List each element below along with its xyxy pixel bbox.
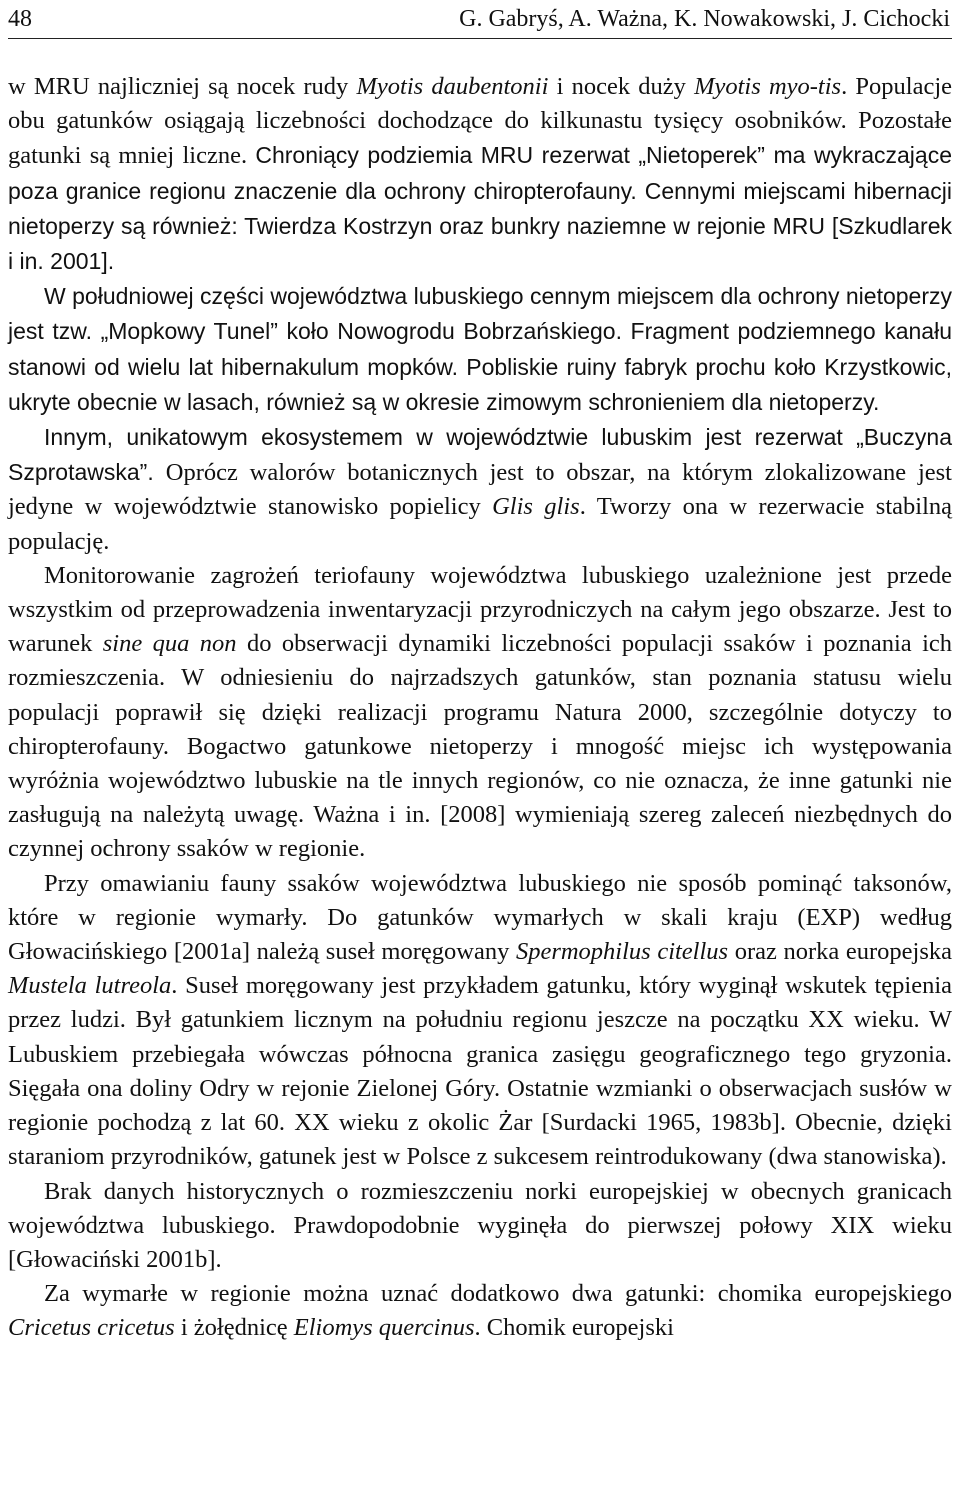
- text-run: . Tworzy ona w rezerwacie stabilną populację.: [8, 493, 952, 555]
- paragraph: [8, 420, 952, 559]
- species-name: Mustela lutreola: [8, 972, 172, 1000]
- species-name: Myotis myo-tis: [694, 73, 842, 100]
- text-run: Za wymarłe w regionie można uznać dodatkowo dwa gatunki: chomika europejskiego: [44, 1280, 952, 1308]
- text-run: oraz norka europejska: [728, 938, 953, 966]
- species-name: sine qua non: [102, 630, 237, 658]
- paragraph: [8, 1175, 952, 1278]
- text-run: i nocek duży: [548, 73, 695, 100]
- text-run: W południowej części województwa lubuskiego cennym miejscem dla ochrony nietoperzy jest tzw. „Mopkowy Tunel” koło Nowogrodu Bobrzańskiego. Fragment podziemnego kanału stanowi od wielu lat hibernakulum mopków. Pobliskie ruiny fabryk prochu koło Krzystkowic, ukryte obecnie w lasach, również są w okresie zimowym schronieniem dla nietoperzy.: [8, 283, 952, 415]
- text-run: do obserwacji dynamiki liczebności populacji ssaków i poznania ich rozmieszczenia. W odniesieniu do najrzadszych gatunków, stan poznania statusu wielu populacji poprawił się dzięki realizacji programu Natura 2000, szczególnie dotyczy to chiropterofauny. Bogactwo gatunkowe nietoperzy i mnogość miejsc ich występowania wyróżnia województwo lubuskie na tle innych regionów, co nie oznacza, że inne gatunki nie zasługują na należytą uwagę. Ważna i in. [2008] wymieniają szereg zaleceń niezbędnych do czynnej ochrony ssaków w regionie.: [8, 630, 953, 863]
- paragraph: [8, 70, 952, 279]
- text-run: i żołędnicę: [174, 1314, 294, 1342]
- paragraph: [8, 1277, 952, 1345]
- text-run: . Suseł moręgowany jest przykładem gatunku, który wyginął wskutek tępienia przez ludzi. Był gatunkiem licznym na południu regionu jeszcze na początku XX wieku. W Lubuskiem przebiegała wówczas północna granica zasięgu geograficznego tego gryzonia. Sięgała ona doliny Odry w rejonie Zielonej Góry. Ostatnie wzmianki o obserwacjach susłów w regionie pochodzą z lat 60. XX wieku z okolic Żar [Surdacki 1965, 1983b]. Obecnie, dzięki staraniom przyrodników, gatunek jest w Polsce z sukcesem reintrodukowany (dwa stanowiska).: [8, 972, 952, 1171]
- text-run: Oprócz walorów botanicznych jest to obszar, na którym zlokalizowane jest jedyne w województwie stanowisko popielicy: [8, 459, 952, 521]
- paragraph: [8, 279, 952, 420]
- page-number: 48: [8, 6, 32, 32]
- species-name: Glis glis: [492, 493, 580, 521]
- text-run: Przy omawianiu fauny ssaków województwa lubuskiego nie sposób pominąć taksonów, które w regionie wymarły. Do gatunków wymarłych w skali kraju (EXP) według Głowacińskiego [2001a] należą suseł moręgowany: [8, 869, 952, 966]
- text-run: . Populacje obu gatunków osiągają liczebności dochodzące do kilkunastu tysięcy osobników. Pozostałe gatunki są mniej liczne.: [8, 73, 953, 170]
- species-name: Spermophilus citellus: [515, 938, 729, 966]
- running-header: [8, 2, 952, 39]
- text-run: Chroniący podziemia MRU rezerwat „Nietoperek” ma wykraczające poza granice regionu znaczenie dla ochrony chiropterofauny. Cennymi miejscami hibernacji nietoperzy są również: Twierdza Kostrzyn oraz bunkry naziemne w rejonie MRU [Szkudlarek i in. 2001].: [8, 142, 952, 275]
- text-run: w MRU najliczniej są nocek rudy: [8, 73, 357, 100]
- text-run: Monitorowanie zagrożeń teriofauny województwa lubuskiego uzależnione jest przede wszystkim od przeprowadzenia inwentaryzacji przyrodniczych na całym jego obszarze. Jest to warunek: [8, 561, 952, 658]
- text-run: Brak danych historycznych o rozmieszczeniu norki europejskiej w obecnych granicach województwa lubuskiego. Prawdopodobnie wyginęła do pierwszej połowy XIX wieku [Głowaciński 2001b].: [8, 1177, 952, 1273]
- paragraph: [8, 559, 952, 867]
- running-header-authors: G. Gabryś, A. Ważna, K. Nowakowski, J. Cichocki: [459, 6, 950, 32]
- species-name: Cricetus cricetus: [8, 1314, 175, 1342]
- species-name: Myotis daubentonii: [356, 73, 549, 100]
- species-name: Eliomys quercinus: [293, 1314, 475, 1342]
- body-text: [8, 70, 952, 1346]
- text-run: Innym, unikatowym ekosystemem w województwie lubuskim jest rezerwat „Buczyna Szprotawska”.: [8, 424, 952, 486]
- text-run: . Chomik europejski: [474, 1314, 674, 1342]
- paragraph: [8, 867, 952, 1175]
